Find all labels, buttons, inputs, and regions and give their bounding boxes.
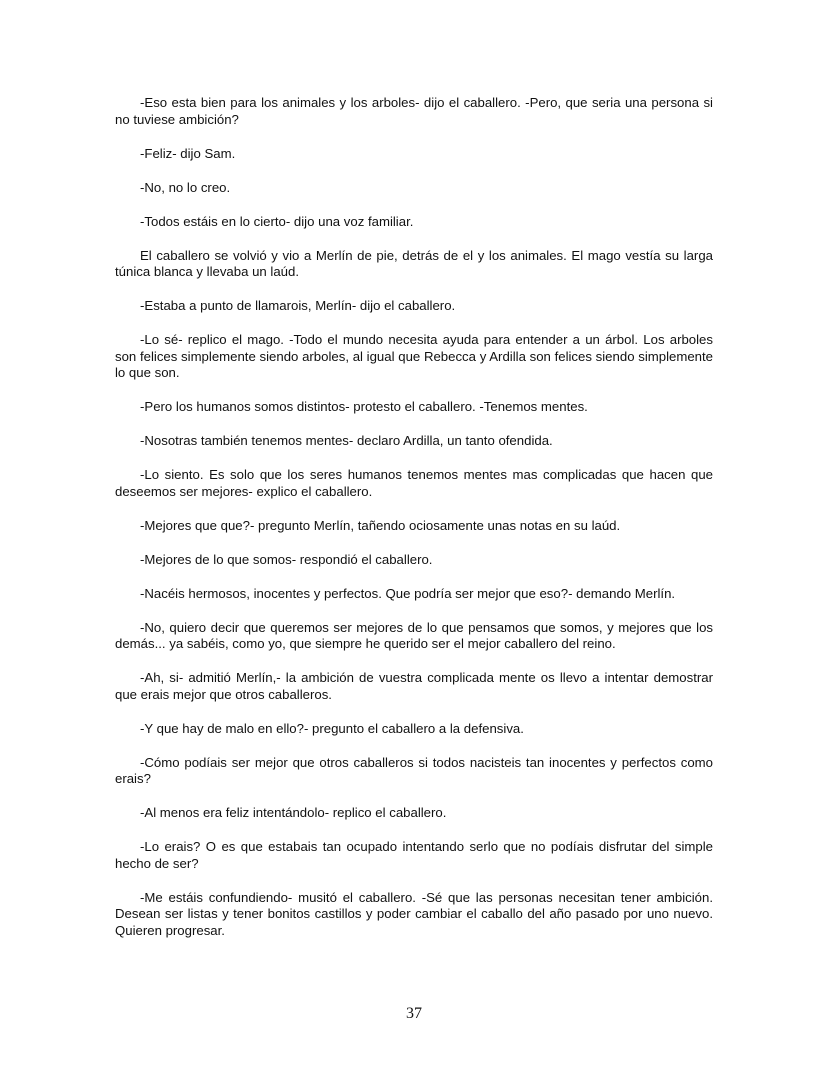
paragraph: -Eso esta bien para los animales y los arboles- dijo el caballero. -Pero, que seria una persona si no tuviese ambición? <box>115 95 713 127</box>
paragraph: -Mejores de lo que somos- respondió el caballero. <box>140 551 433 567</box>
paragraph: -Nosotras también tenemos mentes- declaro Ardilla, un tanto ofendida. <box>140 433 553 448</box>
paragraph: -Lo sé- replico el mago. -Todo el mundo necesita ayuda para entender a un árbol. Los arboles son felices simplemente siendo arboles, al igual que Rebecca y Ardilla son felices siendo simplemente lo que son. <box>115 332 713 380</box>
paragraph: -Al menos era feliz intentándolo- replico el caballero. <box>140 805 447 820</box>
paragraph: -Y que hay de malo en ello?- pregunto el caballero a la defensiva. <box>140 720 524 736</box>
paragraph: -Mejores que que?- pregunto Merlín, tañendo ociosamente unas notas en su laúd. <box>140 517 621 533</box>
paragraph: -Todos estáis en lo cierto- dijo una voz familiar. <box>140 213 414 229</box>
paragraph: -Lo siento. Es solo que los seres humanos tenemos mentes mas complicadas que hacen que deseemos ser mejores- explico el caballero. <box>115 467 713 499</box>
paragraph: -Pero los humanos somos distintos- protesto el caballero. -Tenemos mentes. <box>140 399 588 414</box>
paragraph: -No, no lo creo. <box>140 179 231 195</box>
paragraph: -Me estáis confundiendo- musitó el caballero. -Sé que las personas necesitan tener ambición. Desean ser listas y tener bonitos castillos y poder cambiar el caballo del año pasado por uno nuevo. Quieren progresar. <box>115 889 713 938</box>
paragraph: -Estaba a punto de llamarois, Merlín- dijo el caballero. <box>140 298 456 313</box>
page-body <box>115 95 713 957</box>
paragraph: -No, quiero decir que queremos ser mejores de lo que pensamos que somos, y mejores que los demás... ya sabéis, como yo, que siempre he querido ser el mejor caballero del reino. <box>115 619 713 651</box>
paragraph: El caballero se volvió y vio a Merlín de pie, detrás de el y los animales. El mago vestía su larga túnica blanca y llevaba un laúd. <box>115 247 713 279</box>
paragraph: -Nacéis hermosos, inocentes y perfectos. Que podría ser mejor que eso?- demando Merlín. <box>140 585 676 601</box>
paragraph: -Ah, si- admitió Merlín,- la ambición de vuestra complicada mente os llevo a intentar demostrar que erais mejor que otros caballeros. <box>115 670 713 702</box>
paragraph: -Lo erais? O es que estabais tan ocupado intentando serlo que no podíais disfrutar del simple hecho de ser? <box>115 839 713 871</box>
page-number: 37 <box>406 1005 422 1022</box>
paragraph: -Cómo podíais ser mejor que otros caballeros si todos nacisteis tan inocentes y perfectos como erais? <box>115 754 713 786</box>
paragraph: -Feliz- dijo Sam. <box>140 145 236 161</box>
